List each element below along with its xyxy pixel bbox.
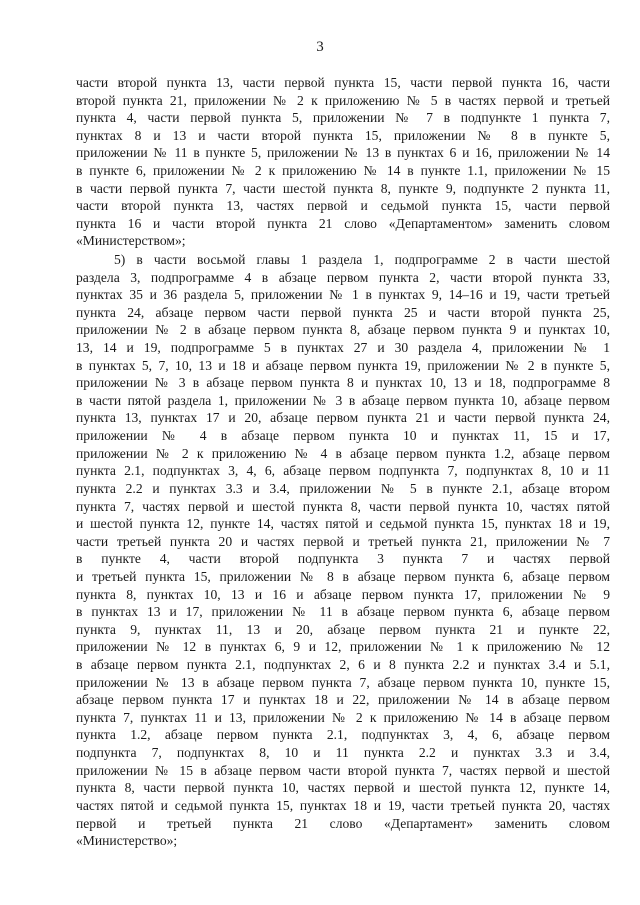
- paragraph-1: [76, 74, 610, 250]
- text-line: «Министерство»;: [76, 833, 178, 849]
- text-line: приложении № 12 в пунктах 6, 9 и 12, приложении № 1 к приложению № 12: [76, 639, 610, 655]
- text-line: приложении № 4 в абзаце первом пункта 10 и пунктах 11, 15 и 17,: [76, 428, 610, 444]
- text-line: приложении № 3 в абзаце первом пункта 8 и пунктах 10, 13 и 18, подпрограмме 8: [76, 375, 610, 391]
- text-line: пункта 16 и части второй пункта 21 слово «Департаментом» заменить словом: [76, 215, 610, 231]
- text-line: приложении № 15 в абзаце первом части второй пункта 7, частях первой и шестой: [76, 762, 610, 778]
- text-line: пункта 7, пунктах 11 и 13, приложении № 2 к приложению № 14 в абзаце первом: [76, 709, 610, 725]
- text-line: подпункта 7, подпунктах 8, 10 и 11 пункта 2.2 и пунктах 3.3 и 3.4,: [76, 745, 610, 761]
- text-line: пункта 24, абзаце первом части первой пункта 25 и части второй пункта 25,: [76, 304, 610, 320]
- text-line: части второй пункта 13, частях первой и седьмой пункта 15, части первой: [76, 198, 610, 214]
- text-line: второй пункта 21, приложении № 2 к приложению № 5 в частях первой и третьей: [76, 92, 610, 108]
- text-line: раздела 3, подпрограмме 4 в абзаце первом пункта 2, части второй пункта 33,: [76, 269, 610, 285]
- text-line: в пункте 4, части второй подпункта 3 пункта 7 и частях первой: [76, 551, 610, 567]
- text-line: и третьей пункта 15, приложении № 8 в абзаце первом пункта 6, абзаце первом: [76, 568, 610, 584]
- text-line: абзаце первом пункта 17 и пунктах 18 и 22, приложении № 14 в абзаце первом: [76, 692, 610, 708]
- text-line: пункта 13, пунктах 17 и 20, абзаце первом пункта 21 и части первой пункта 24,: [76, 410, 610, 426]
- page-number: 3: [316, 39, 324, 55]
- text-line: пунктах 8 и 13 и части второй пункта 15, приложении № 8 в пункте 5,: [76, 127, 610, 143]
- text-line: части третьей пункта 20 и частях первой и третьей пункта 21, приложении № 7: [76, 533, 610, 549]
- text-line: пункта 2.2 и пунктах 3.3 и 3.4, приложении № 5 в пункте 2.1, абзаце втором: [76, 480, 610, 496]
- text-line: в части пятой раздела 1, приложении № 3 в абзаце первом пункта 10, абзаце первом: [76, 392, 610, 408]
- text-line: пункта 8, пунктах 10, 13 и 16 и абзаце первом пункта 17, приложении № 9: [76, 586, 610, 602]
- text-line: в пунктах 5, 7, 10, 13 и 18 и абзаце первом пункта 19, приложении № 2 в пункте 5,: [76, 357, 610, 373]
- text-line: приложении № 13 в абзаце первом пункта 7, абзаце первом пункта 10, пункте 15,: [76, 674, 610, 690]
- text-line: первой и третьей пункта 21 слово «Департамент» заменить словом: [76, 815, 610, 831]
- text-line: пункта 7, частях первой и шестой пункта 8, части первой пункта 10, частях пятой: [76, 498, 610, 514]
- text-line: и шестой пункта 12, пункте 14, частях пятой и седьмой пункта 15, пунктах 18 и 19,: [76, 516, 610, 532]
- text-line: частях пятой и седьмой пункта 15, пунктах 18 и 19, части третьей пункта 20, частях: [76, 797, 610, 813]
- text-line: в пунктах 13 и 17, приложении № 11 в абзаце первом пункта 6, абзаце первом: [76, 604, 610, 620]
- text-line: «Министерством»;: [76, 233, 186, 249]
- paragraph-2: [76, 251, 610, 850]
- text-line: приложении № 11 в пункте 5, приложении № 13 в пунктах 6 и 16, приложении № 14: [76, 145, 610, 161]
- text-line: пункта 2.1, подпунктах 3, 4, 6, абзаце первом подпункта 7, подпунктах 8, 10 и 11: [76, 463, 610, 479]
- text-line: в части первой пункта 7, части шестой пункта 8, пункте 9, подпункте 2 пункта 11,: [76, 180, 610, 196]
- text-line: приложении № 2 к приложению № 4 в абзаце первом пункта 1.2, абзаце первом: [76, 445, 610, 461]
- text-line: пунктах 35 и 36 раздела 5, приложении № 1 в пунктах 9, 14–16 и 19, части третьей: [76, 287, 610, 303]
- text-line: в абзаце первом пункта 2.1, подпунктах 2, 6 и 8 пункта 2.2 и пунктах 3.4 и 5.1,: [76, 657, 610, 673]
- text-line: пункта 1.2, абзаце первом пункта 2.1, подпунктах 3, 4, 6, абзаце первом: [76, 727, 610, 743]
- text-line: в пункте 6, приложении № 2 к приложению № 14 в пункте 1.1, приложении № 15: [76, 163, 610, 179]
- text-line: приложении № 2 в абзаце первом пункта 8, абзаце первом пункта 9 и пунктах 10,: [76, 322, 610, 338]
- text-line: 13, 14 и 19, подпрограмме 5 в пунктах 27 и 30 раздела 4, приложении № 1: [76, 340, 610, 356]
- text-line: части второй пункта 13, части первой пункта 15, части первой пункта 16, части: [76, 75, 610, 90]
- text-line: пункта 9, пунктах 11, 13 и 20, абзаце первом пункта 21 и пункте 22,: [76, 621, 610, 637]
- text-line: пункта 8, части первой пункта 10, частях первой и шестой пункта 12, пункте 14,: [76, 780, 610, 796]
- text-line: пункта 4, части первой пункта 5, приложении № 7 в подпункте 1 пункта 7,: [76, 110, 610, 126]
- text-line: 5) в части восьмой главы 1 раздела 1, подпрограмме 2 в части шестой: [114, 252, 610, 267]
